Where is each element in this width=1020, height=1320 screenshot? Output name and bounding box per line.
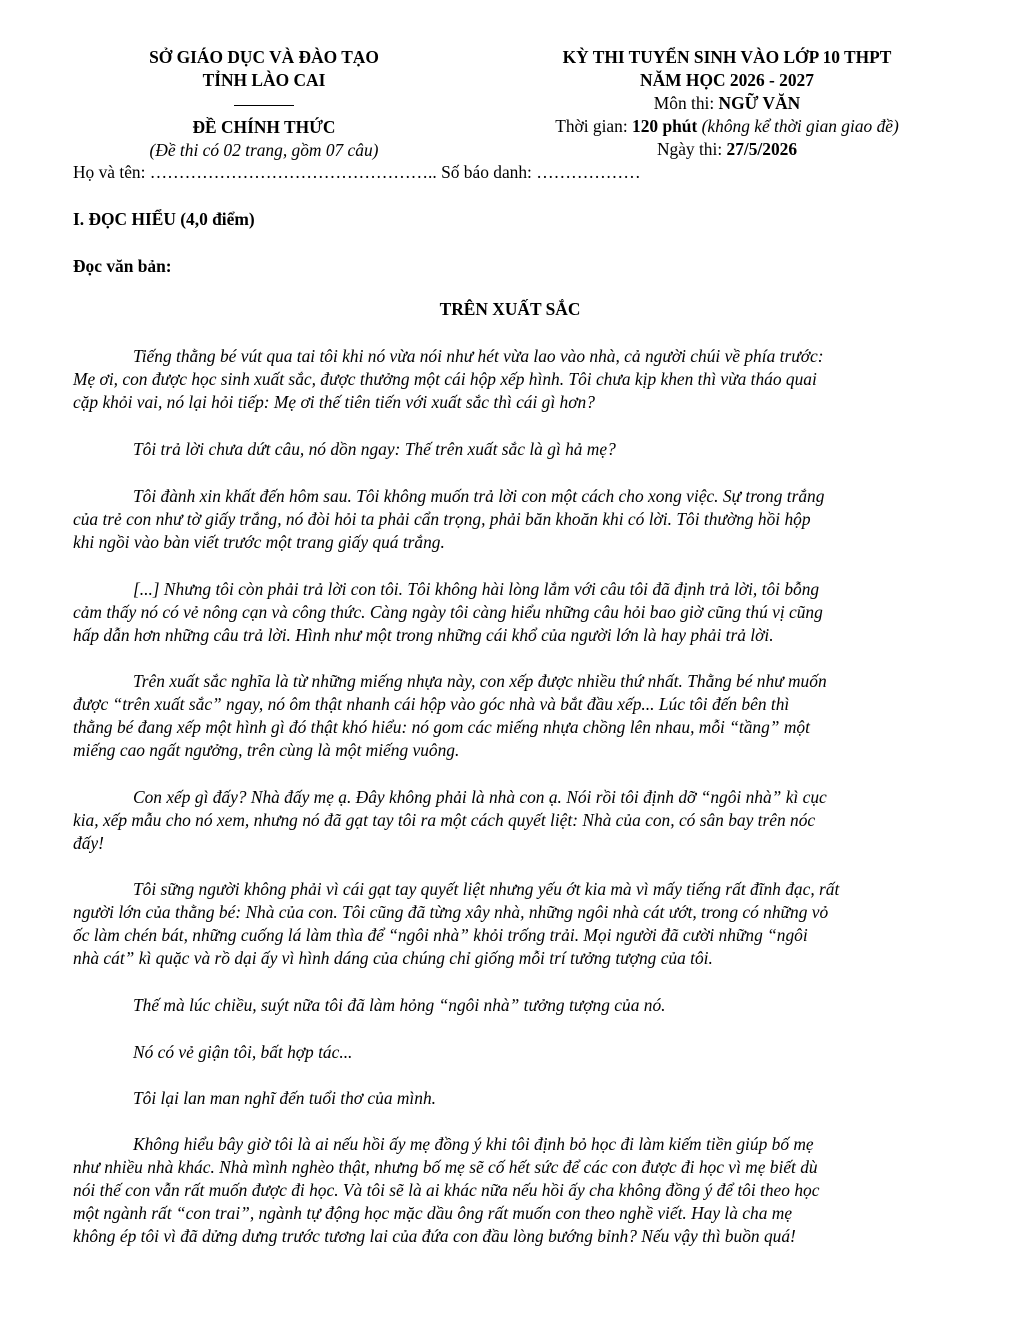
date-value: 27/5/2026 <box>726 139 798 159</box>
passage-paragraph <box>73 438 948 461</box>
section-heading: I. ĐỌC HIỂU (4,0 điểm) <box>73 209 255 229</box>
paragraph-line: Tôi đành xin khất đến hôm sau. Tôi không muốn trả lời con một cách cho xong việc. Sự trong trắng <box>133 486 825 506</box>
issuer-department: SỞ GIÁO DỤC VÀ ĐÀO TẠO <box>149 47 379 67</box>
paragraph-line: Con xếp gì đấy? Nhà đấy mẹ ạ. Đây không phải là nhà con ạ. Nói rồi tôi định dỡ “ngôi nhà” kì cục <box>133 787 827 807</box>
paragraph-line: [...] Nhưng tôi còn phải trả lời con tôi. Tôi không hài lòng lắm với câu tôi đã định trả lời, tôi bỗng <box>133 579 820 599</box>
exam-name: KỲ THI TUYỂN SINH VÀO LỚP 10 THPT <box>562 47 892 67</box>
subject-value: NGỮ VĂN <box>718 93 801 113</box>
paragraph-line: ốc làm chén bát, những cuống lá làm thìa để “ngôi nhà” khỏi trống trải. Mọi người đã cười những “ngôi <box>73 925 808 945</box>
passage-paragraph <box>73 786 948 855</box>
paragraph-line: khi ngồi vào bàn viết trước một trang giấy quá trắng. <box>73 532 445 552</box>
paragraph-line: đấy! <box>73 833 104 853</box>
time-value: 120 phút <box>632 116 698 136</box>
date-line <box>492 138 962 161</box>
issuer-province: TỈNH LÀO CAI <box>202 70 326 90</box>
official-label: ĐỀ CHÍNH THỨC <box>192 117 336 137</box>
passage-paragraph <box>73 578 948 647</box>
paragraph-line: được “trên xuất sắc” ngay, nó ôm thật nhanh cái hộp vào góc nhà và bắt đầu xếp... Lúc tôi đến bên thì <box>73 694 790 714</box>
paragraph-line: kia, xếp mẫu cho nó xem, nhưng nó đã gạt tay tôi ra một cách quyết liệt: Nhà của con, có sân bay trên nóc <box>73 810 816 830</box>
read-label: Đọc văn bản: <box>73 256 172 276</box>
passage-paragraph <box>73 345 948 414</box>
school-year: NĂM HỌC 2026 - 2027 <box>640 70 814 90</box>
paragraph-line: nhà cát” kì quặc và rồ dại ấy vì hình dáng của chúng chỉ giống mỗi trí tưởng tượng của tôi. <box>73 948 713 968</box>
passage-paragraph <box>73 1087 948 1110</box>
paragraph-line: Tôi trả lời chưa dứt câu, nó dồn ngay: Thế trên xuất sắc là gì hả mẹ? <box>133 439 616 459</box>
student-info-line: Họ và tên: ………………………………………….. Số báo danh: ……………… <box>73 162 641 182</box>
paragraph-line: Tôi lại lan man nghĩ đến tuổi thơ của mình. <box>133 1088 436 1108</box>
paragraph-line: cảm thấy nó có vẻ nông cạn và công thức. Càng ngày tôi càng hiểu những câu hỏi bao giờ cũng thú vị cũng <box>73 602 823 622</box>
time-note: (không kể thời gian giao đề) <box>697 116 899 136</box>
paragraph-line: thằng bé đang xếp một hình gì đó thật khó hiểu: nó gom các miếng nhựa chồng lên nhau, mỗi “tầng” một <box>73 717 810 737</box>
passage-paragraph <box>73 1133 948 1248</box>
time-line <box>492 115 962 138</box>
paragraph-line: miếng cao ngất ngưởng, trên cùng là một miếng vuông. <box>73 740 460 760</box>
paragraph-line: một ngành rất “con trai”, ngành tự động học mặc dầu ông rất muốn con theo nghề viết. Hay là cha mẹ <box>73 1203 793 1223</box>
paragraph-line: Nó có vẻ giận tôi, bất hợp tác... <box>133 1042 353 1062</box>
date-label: Ngày thi: <box>656 139 727 159</box>
paragraph-line: người lớn của thằng bé: Nhà của con. Tôi cũng đã từng xây nhà, những ngôi nhà cát ướt, trong có những vỏ <box>73 902 829 922</box>
paragraph-line: Tôi sững người không phải vì cái gạt tay quyết liệt nhưng yếu ớt kia mà vì mấy tiếng rất đĩnh đạc, rất <box>133 879 840 899</box>
subject-line <box>492 92 962 115</box>
paragraph-line: Tiếng thằng bé vút qua tai tôi khi nó vừa nói như hét vừa lao vào nhà, cả người chúi về phía trước: <box>133 346 824 366</box>
exam-page-note: (Đề thi có 02 trang, gồm 07 câu) <box>149 140 379 160</box>
paragraph-line: nói thế con vẫn rất muốn được đi học. Và tôi sẽ là ai khác nữa nếu hồi ấy cha không đồng ý để tôi theo học <box>73 1180 820 1200</box>
paragraph-line: cặp khỏi vai, nó lại hỏi tiếp: Mẹ ơi thế tiên tiến với xuất sắc thì cái gì hơn? <box>73 392 595 412</box>
time-label: Thời gian: <box>555 116 633 136</box>
exam-info-block <box>492 46 962 161</box>
paragraph-line: Không hiểu bây giờ tôi là ai nếu hồi ấy mẹ đồng ý khi tôi định bỏ học đi làm kiếm tiền giúp bố mẹ <box>133 1134 814 1154</box>
subject-label: Môn thi: <box>653 93 719 113</box>
passage-title: TRÊN XUẤT SẮC <box>439 299 581 319</box>
paragraph-line: của trẻ con như tờ giấy trắng, nó đòi hỏi ta phải cẩn trọng, phải băn khoăn khi có lời. Tôi thường hồi hộp <box>73 509 811 529</box>
passage-paragraph <box>73 1041 948 1064</box>
issuer-block <box>72 46 456 162</box>
paragraph-line: Trên xuất sắc nghĩa là từ những miếng nhựa này, con xếp được nhiều thứ nhất. Thằng bé như muốn <box>133 671 827 691</box>
paragraph-line: không ép tôi vì đã dửng dưng trước tương lai của đứa con đầu lòng bướng bỉnh? Nếu vậy thì buồn quá! <box>73 1226 796 1246</box>
passage-paragraph <box>73 994 948 1017</box>
header-divider <box>234 105 294 106</box>
passage-paragraph <box>73 878 948 970</box>
paragraph-line: Mẹ ơi, con được học sinh xuất sắc, được thưởng một cái hộp xếp hình. Tôi chưa kịp khen thì vừa tháo quai <box>73 369 817 389</box>
paragraph-line: Thế mà lúc chiều, suýt nữa tôi đã làm hỏng “ngôi nhà” tưởng tượng của nó. <box>133 995 666 1015</box>
passage-paragraph <box>73 670 948 762</box>
passage-paragraph <box>73 485 948 554</box>
paragraph-line: như nhiều nhà khác. Nhà mình nghèo thật, nhưng bố mẹ sẽ cố hết sức để các con được đi học vì mẹ biết dù <box>73 1157 818 1177</box>
paragraph-line: hấp dẫn hơn những câu trả lời. Hình như một trong những cái khổ của người lớn là hay phải trả lời. <box>73 625 774 645</box>
